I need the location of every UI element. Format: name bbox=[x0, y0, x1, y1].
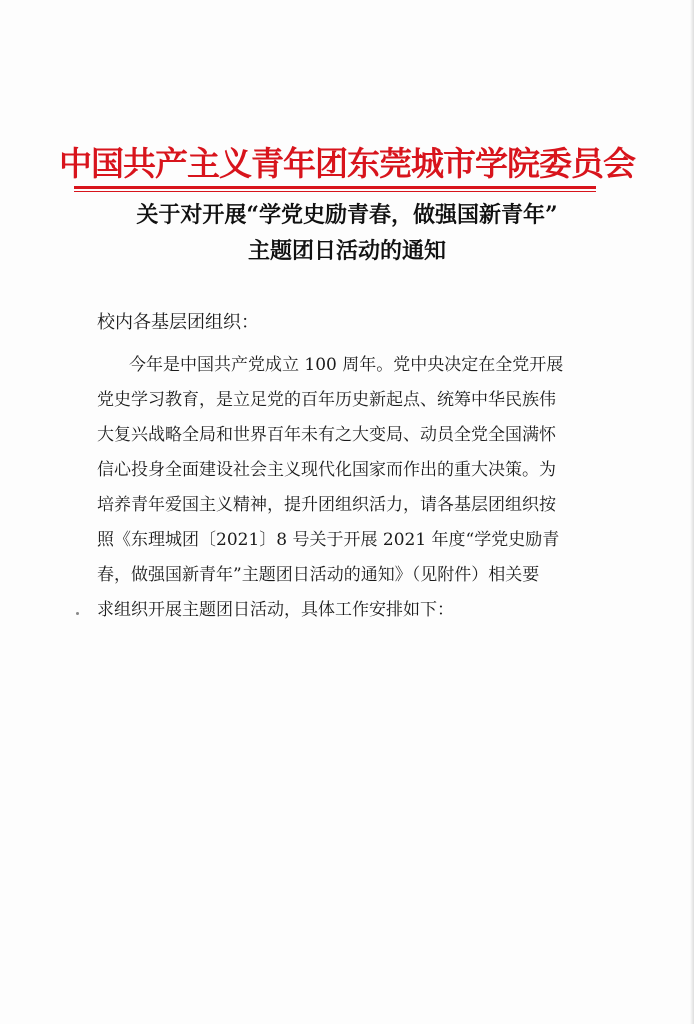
salutation: 校内各基层团组织： bbox=[97, 312, 259, 333]
body-line-7: 春，做强国新青年”主题团日活动的通知》（见附件）相关要 bbox=[97, 565, 540, 585]
body-line-8: 求组织开展主题团日活动，具体工作安排如下： bbox=[97, 600, 454, 620]
body-line-3: 大复兴战略全局和世界百年未有之大变局、动员全党全国满怀 bbox=[97, 425, 556, 445]
document-title-line-1: 关于对开展“学党史励青春，做强国新青年” bbox=[136, 202, 558, 228]
body-line-2: 党史学习教育，是立足党的百年历史新起点、统筹中华民族伟 bbox=[97, 390, 556, 410]
scan-speck bbox=[76, 612, 79, 615]
red-divider-thick bbox=[74, 186, 596, 189]
body-line-6: 照《东理城团〔2021〕8 号关于开展 2021 年度“学党史励青 bbox=[97, 530, 560, 550]
red-divider-thin bbox=[74, 191, 596, 192]
body-line-1: 今年是中国共产党成立 100 周年。党中央决定在全党开展 bbox=[129, 355, 564, 375]
scan-edge-shadow bbox=[690, 0, 694, 1024]
document-title-line-2: 主题团日活动的通知 bbox=[247, 238, 446, 264]
body-line-4: 信心投身全面建设社会主义现代化国家而作出的重大决策。为 bbox=[97, 460, 556, 480]
organization-header: 中国共产主义青年团东莞城市学院委员会 bbox=[59, 144, 635, 183]
body-line-5: 培养青年爱国主义精神，提升团组织活力，请各基层团组织按 bbox=[97, 495, 556, 515]
